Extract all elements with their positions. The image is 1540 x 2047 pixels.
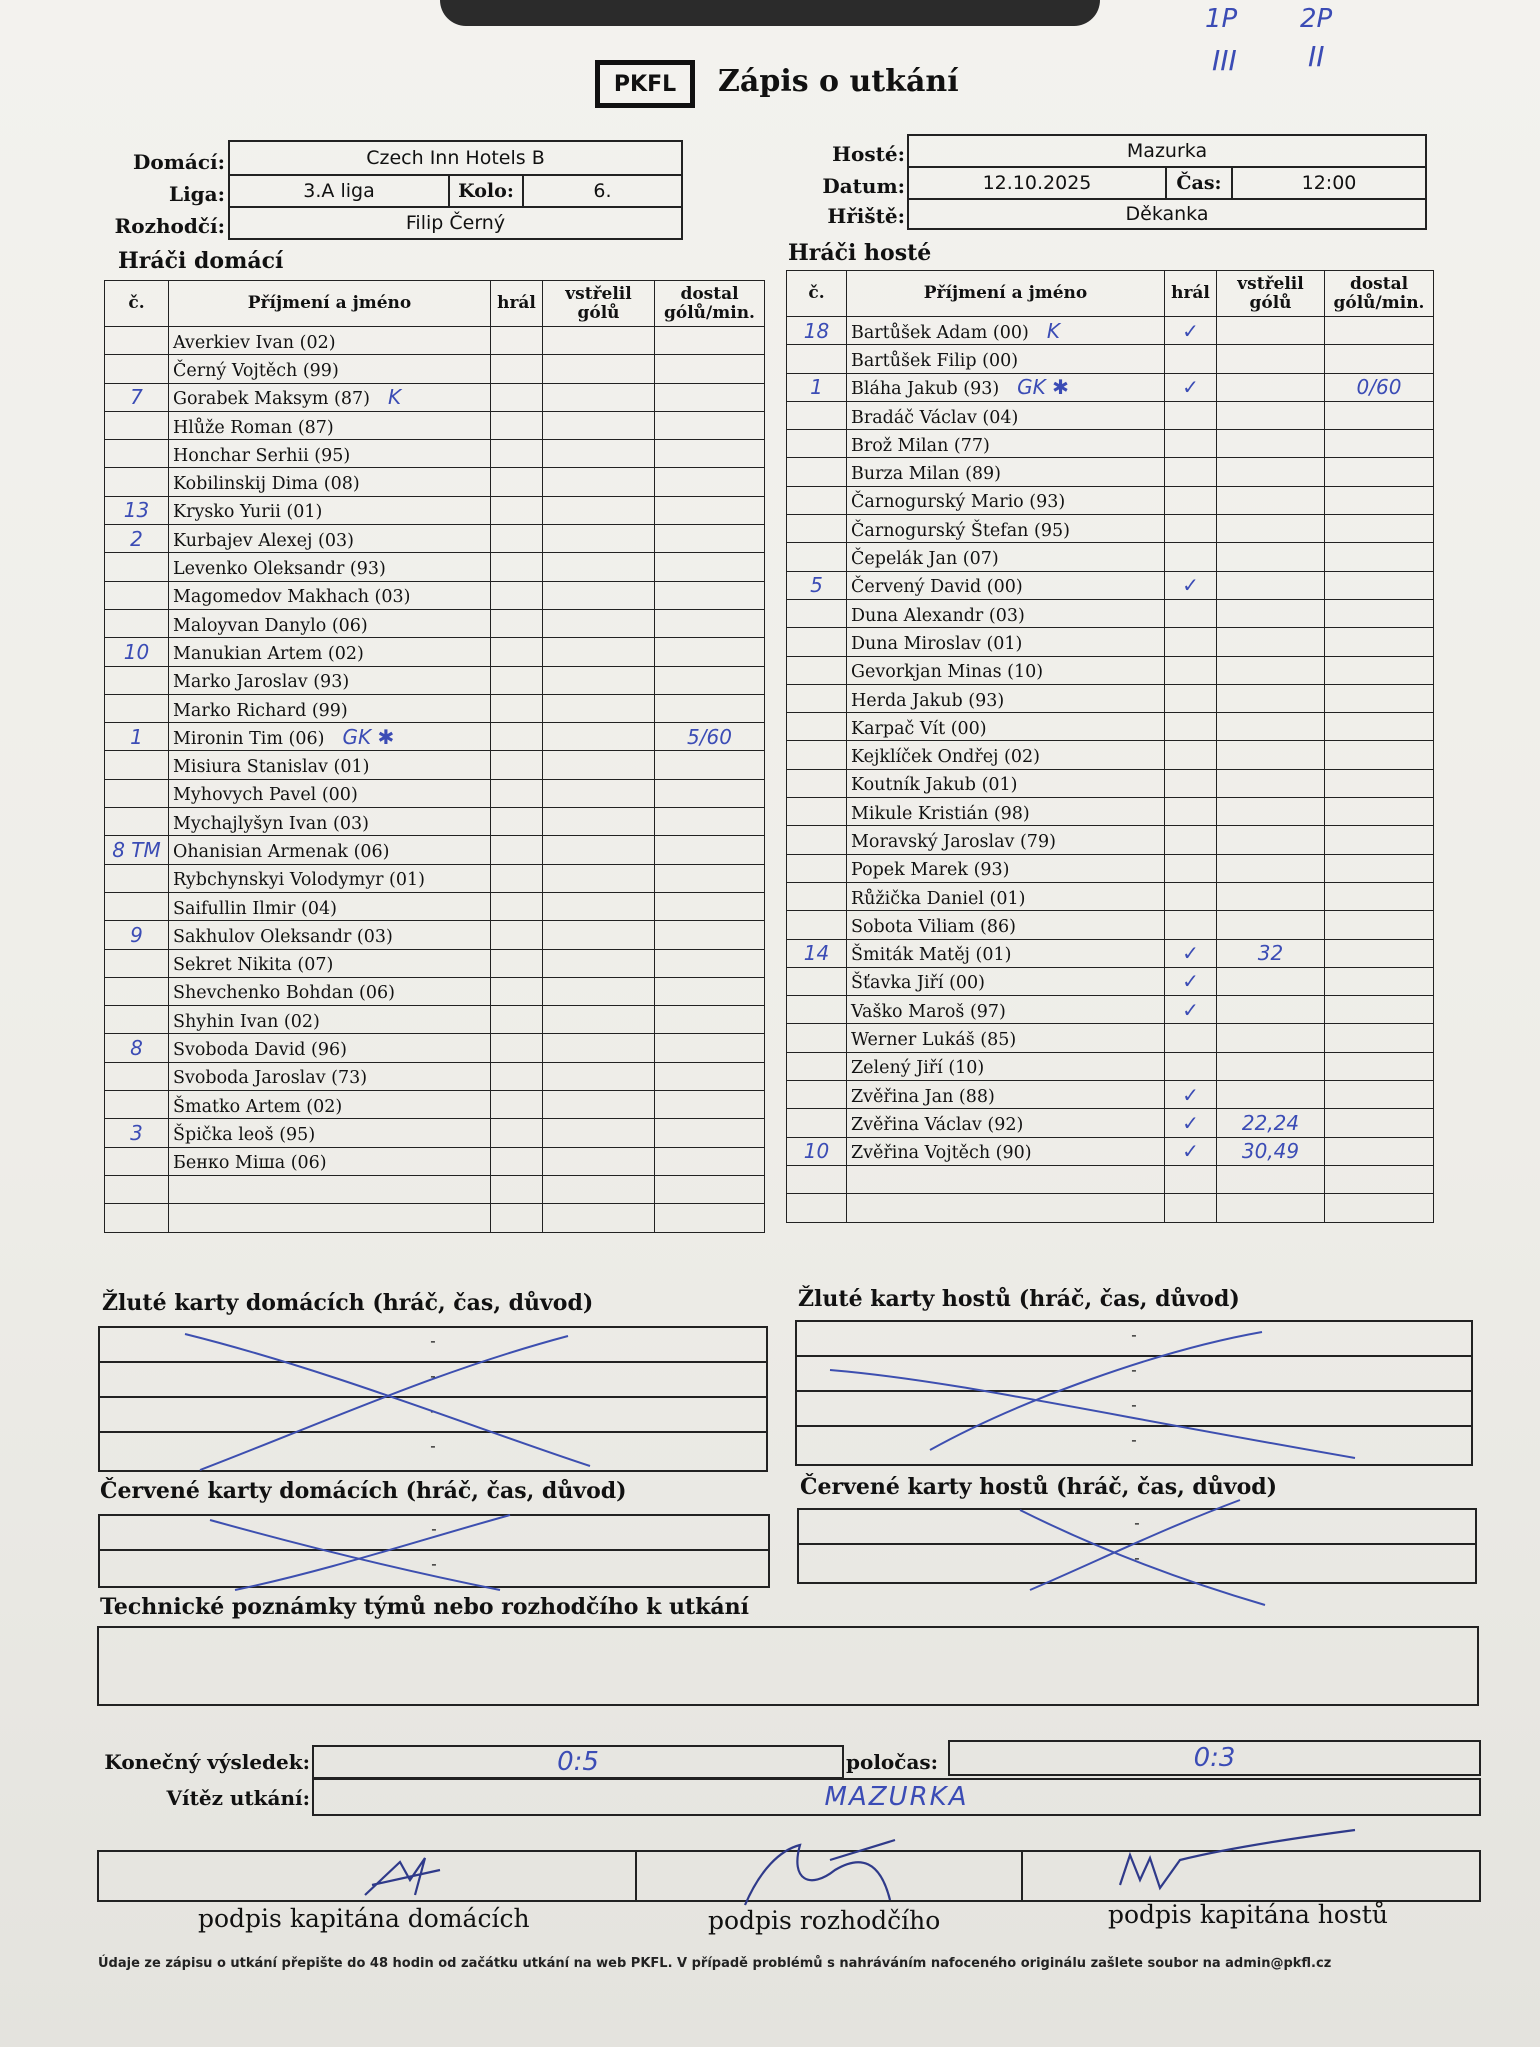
referee-field: Filip Černý	[228, 206, 683, 240]
player-name: Krysko Yurii (01)	[173, 502, 323, 523]
player-name: Myhovych Pavel (00)	[173, 785, 358, 806]
referee-signature-label: podpis rozhodčího	[708, 1906, 941, 1935]
player-name: Misiura Stanislav (01)	[173, 757, 370, 778]
player-name: Saifullin Ilmir (04)	[173, 898, 337, 919]
away-captain-signature	[1120, 1830, 1355, 1888]
red-cards-home-title: Červené karty domácích (hráč, čas, důvod)	[100, 1478, 627, 1504]
player-jersey-number: 9	[105, 921, 169, 949]
player-goals-scored: 30,49	[1217, 1137, 1325, 1165]
round-field: 6.	[522, 174, 683, 208]
red-cards-away-title: Červené karty hostů (hráč, čas, důvod)	[800, 1474, 1278, 1500]
league-field: 3.A liga	[228, 174, 450, 208]
player-name: Burza Milan (89)	[851, 464, 1002, 485]
player-played: ✓	[1165, 317, 1217, 345]
card-row-dash: -	[1131, 1360, 1137, 1379]
player-name: Gevorkjan Minas (10)	[851, 662, 1044, 683]
player-name: Šťavka Jiří (00)	[851, 973, 986, 994]
card-row-dash: -	[431, 1554, 437, 1573]
notes-title: Technické poznámky týmů nebo rozhodčího k utkání	[100, 1594, 750, 1620]
player-name: Duna Alexandr (03)	[851, 605, 1025, 626]
player-name: Kejklíček Ondřej (02)	[851, 747, 1040, 768]
player-name: Manukian Artem (02)	[173, 643, 364, 664]
player-name: Šmatko Artem (02)	[173, 1096, 343, 1117]
player-name: Marko Richard (99)	[173, 700, 348, 721]
player-name: Šmiták Matěj (01)	[851, 945, 1012, 966]
player-jersey-number: 10	[105, 638, 169, 666]
player-name: Svoboda David (96)	[173, 1040, 347, 1061]
player-goals-conceded: 0/60	[1325, 373, 1434, 401]
player-jersey-number: 2	[105, 525, 169, 553]
col-name: Příjmení a jméno	[169, 281, 491, 327]
player-name: Maloyvan Danylo (06)	[173, 615, 368, 636]
player-name: Ohanisian Armenak (06)	[173, 841, 390, 862]
col-no: č.	[105, 281, 169, 327]
winner-value: MAZURKA	[824, 1782, 969, 1812]
player-jersey-number: 5	[787, 571, 847, 599]
player-jersey-number: 1	[787, 373, 847, 401]
half-tally-2: II	[1308, 40, 1325, 73]
player-name: Špička leoš (95)	[173, 1124, 316, 1145]
col-no: č.	[787, 271, 847, 317]
player-name: Zvěřina Vojtěch (90)	[851, 1143, 1032, 1164]
player-played: ✓	[1165, 1137, 1217, 1165]
player-name: Zelený Jiří (10)	[851, 1058, 985, 1079]
player-name: Mikule Kristián (98)	[851, 803, 1030, 824]
logo-text: PKFL	[613, 71, 677, 97]
player-name: Shyhin Ivan (02)	[173, 1011, 320, 1032]
card-row-dash: -	[1134, 1548, 1140, 1567]
half-note-1: 1P	[1205, 4, 1238, 34]
pitch-field: Děkanka	[907, 198, 1427, 230]
player-name: Koutník Jakub (01)	[851, 775, 1018, 796]
home-label: Domácí:	[133, 150, 225, 174]
footer-note: Údaje ze zápisu o utkání přepište do 48 hodin od začátku utkání na web PKFL. V případě problémů s nahráváním nafoceného originálu zašlete soubor na admin@pkfl.cz	[98, 1956, 1332, 1971]
col-scored: vstřelil gólů	[543, 281, 655, 327]
player-goals-scored: 32	[1217, 939, 1325, 967]
away-team-field: Mazurka	[907, 134, 1427, 168]
player-name: Zvěřina Václav (92)	[851, 1114, 1024, 1135]
player-name: Růžička Daniel (01)	[851, 888, 1026, 909]
player-name: Bradáč Václav (04)	[851, 407, 1019, 428]
yellow-cards-home-title: Žluté karty domácích (hráč, čas, důvod)	[102, 1290, 594, 1316]
player-goals-scored: 22,24	[1217, 1109, 1325, 1137]
card-row-dash: -	[1134, 1513, 1140, 1532]
col-played: hrál	[491, 281, 543, 327]
player-name: Bláha Jakub (93)	[851, 379, 1000, 400]
home-captain-signature	[365, 1858, 440, 1895]
referee-label: Rozhodčí:	[114, 214, 225, 238]
player-played: ✓	[1165, 571, 1217, 599]
player-name: Werner Lukáš (85)	[851, 1030, 1017, 1051]
referee-signature	[745, 1840, 895, 1905]
player-name: Karpač Vít (00)	[851, 718, 987, 739]
date-label: Datum:	[822, 174, 905, 198]
away-captain-signature-label: podpis kapitána hostů	[1108, 1900, 1388, 1929]
half-tally-1: III	[1212, 44, 1237, 77]
player-name: Magomedov Makhach (03)	[173, 587, 411, 608]
player-role-mark: K	[1046, 318, 1060, 343]
time-label: Čas:	[1165, 166, 1233, 200]
half-time-label: poločas:	[846, 1750, 939, 1774]
half-time-value: 0:3	[1193, 1743, 1236, 1773]
player-name: Mironin Tim (06)	[173, 728, 325, 749]
card-row-dash: -	[431, 1519, 437, 1538]
player-played: ✓	[1165, 1109, 1217, 1137]
col-played: hrál	[1165, 271, 1217, 317]
player-name: Marko Jaroslav (93)	[173, 672, 350, 693]
half-note-2: 2P	[1300, 4, 1333, 34]
player-name: Duna Miroslav (01)	[851, 633, 1023, 654]
player-name: Čepelák Jan (07)	[851, 549, 999, 570]
card-row-dash: -	[430, 1401, 436, 1420]
player-jersey-number: 18	[787, 317, 847, 345]
player-name: Kobilinskij Dima (08)	[173, 474, 360, 495]
player-played: ✓	[1165, 939, 1217, 967]
player-jersey-number: 14	[787, 939, 847, 967]
player-played: ✓	[1165, 996, 1217, 1024]
player-name: Бенко Міша (06)	[173, 1153, 327, 1174]
player-name: Svoboda Jaroslav (73)	[173, 1068, 368, 1089]
card-row-dash: -	[430, 1331, 436, 1350]
player-jersey-number: 10	[787, 1137, 847, 1165]
player-jersey-number: 7	[105, 383, 169, 411]
player-name: Černý Vojtěch (99)	[173, 360, 339, 381]
time-field: 12:00	[1231, 166, 1427, 200]
player-name: Sobota Viliam (86)	[851, 916, 1016, 937]
player-name: Popek Marek (93)	[851, 860, 1010, 881]
player-name: Rybchynskyi Volodymyr (01)	[173, 870, 425, 891]
card-row-dash: -	[430, 1436, 436, 1455]
player-name: Shevchenko Bohdan (06)	[173, 983, 395, 1004]
col-scored: vstřelil gólů	[1217, 271, 1325, 317]
player-name: Gorabek Maksym (87)	[173, 389, 370, 410]
player-played: ✓	[1165, 967, 1217, 995]
player-jersey-number: 1	[105, 723, 169, 751]
player-name: Levenko Oleksandr (93)	[173, 559, 386, 580]
col-name: Příjmení a jméno	[847, 271, 1165, 317]
player-name: Sekret Nikita (07)	[173, 955, 334, 976]
card-row-dash: -	[430, 1366, 436, 1385]
player-name: Čarnogurský Štefan (95)	[851, 520, 1070, 541]
player-jersey-number: 13	[105, 496, 169, 524]
player-name: Kurbajev Alexej (03)	[173, 530, 354, 551]
final-score-label: Konečný výsledek:	[104, 1750, 310, 1774]
player-name: Moravský Jaroslav (79)	[851, 831, 1056, 852]
date-field: 12.10.2025	[907, 166, 1167, 200]
player-name: Mychajlyšyn Ivan (03)	[173, 813, 369, 834]
page-title: Zápis o utkání	[718, 64, 959, 99]
player-jersey-number: 8 TM	[105, 836, 169, 864]
col-conceded: dostal gólů/min.	[655, 281, 765, 327]
player-played: ✓	[1165, 1081, 1217, 1109]
player-role-mark: K	[387, 385, 402, 410]
winner-label: Vítěz utkání:	[166, 1786, 310, 1810]
player-name: Averkiev Ivan (02)	[173, 332, 336, 353]
home-captain-signature-label: podpis kapitána domácích	[198, 1904, 530, 1933]
card-row-dash: -	[1131, 1325, 1137, 1344]
home-team-field: Czech Inn Hotels B	[228, 140, 683, 176]
player-name: Bartůšek Filip (00)	[851, 350, 1019, 371]
card-row-dash: -	[1131, 1395, 1137, 1414]
player-goals-conceded: 5/60	[655, 723, 765, 751]
player-name: Brož Milan (77)	[851, 435, 990, 456]
home-roster-title: Hráči domácí	[118, 248, 284, 274]
player-jersey-number: 3	[105, 1119, 169, 1147]
player-name: Herda Jakub (93)	[851, 690, 1005, 711]
pitch-label: Hřiště:	[827, 204, 905, 228]
player-name: Sakhulov Oleksandr (03)	[173, 926, 393, 947]
player-name: Červený David (00)	[851, 577, 1023, 598]
player-name: Bartůšek Adam (00)	[851, 322, 1029, 343]
final-score-value: 0:5	[557, 1747, 599, 1777]
player-name: Hlůže Roman (87)	[173, 417, 334, 438]
player-role-mark: GK ✱	[342, 724, 395, 749]
player-name: Vaško Maroš (97)	[851, 1001, 1006, 1022]
player-role-mark: GK ✱	[1017, 375, 1069, 400]
col-conceded: dostal gólů/min.	[1325, 271, 1434, 317]
round-label: Kolo:	[448, 174, 524, 208]
player-name: Čarnogurský Mario (93)	[851, 492, 1066, 513]
player-jersey-number: 8	[105, 1034, 169, 1062]
league-label: Liga:	[169, 182, 225, 206]
player-played: ✓	[1165, 373, 1217, 401]
yellow-cards-away-title: Žluté karty hostů (hráč, čas, důvod)	[798, 1286, 1240, 1312]
away-roster-title: Hráči hosté	[788, 240, 932, 266]
player-name: Zvěřina Jan (88)	[851, 1086, 995, 1107]
card-row-dash: -	[1131, 1430, 1137, 1449]
player-name: Honchar Serhii (95)	[173, 445, 351, 466]
away-label: Hosté:	[832, 142, 905, 166]
